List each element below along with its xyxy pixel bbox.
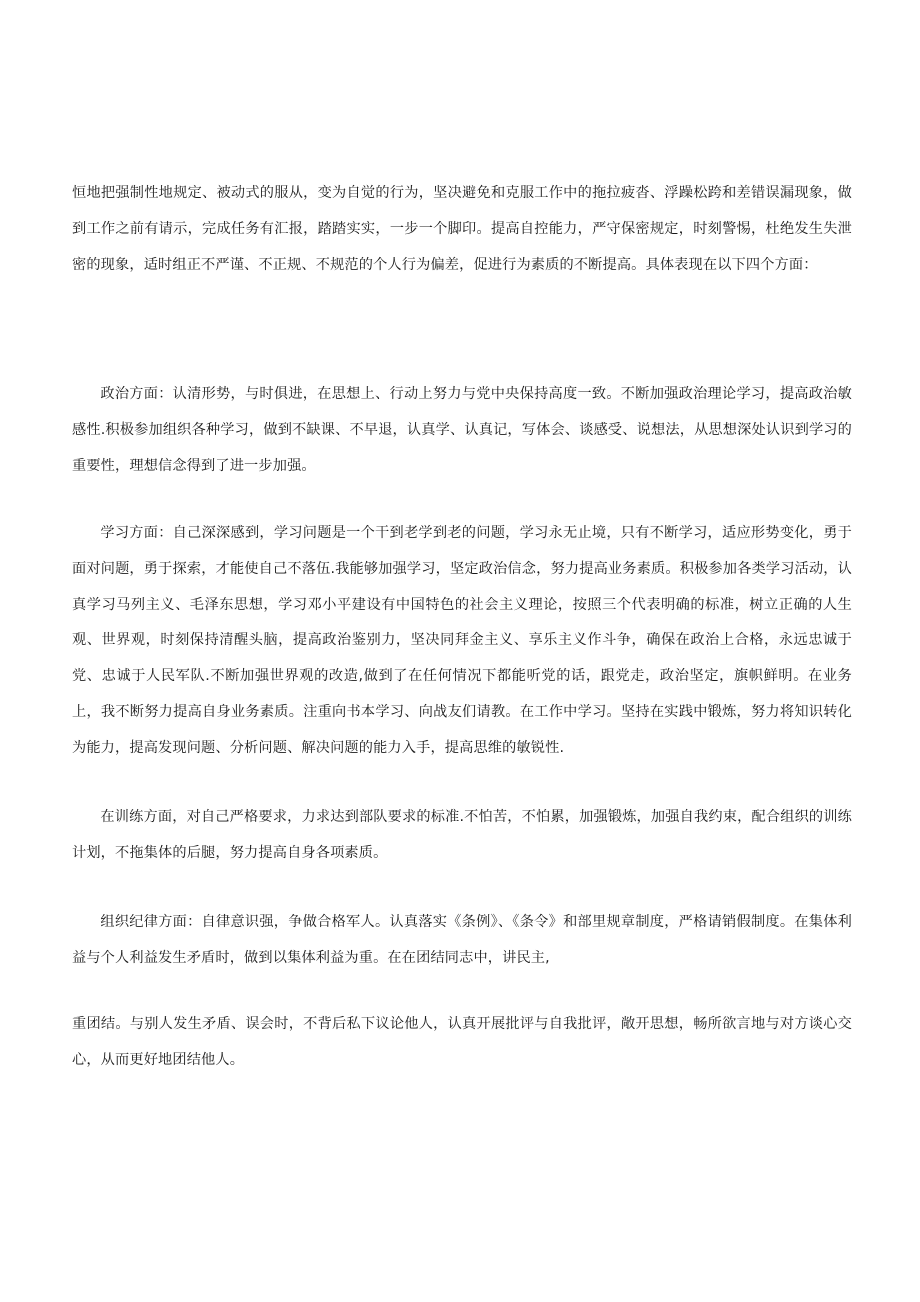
paragraph-intro: 恒地把强制性地规定、被动式的服从，变为自觉的行为，坚决避免和克服工作中的拖拉疲沓、浮躁松跨和差错误漏现象，做到工作之前有请示，完成任务有汇报，踏踏实实，一步一个脚印。提高自控能力，严守保密规定，时刻警惕，杜绝发生失泄密的现象，适时组正不严谨、不正规、不规范的个人行为偏差，促进行为素质的不断提高。具体表现在以下四个方面： [72, 185, 852, 273]
paragraph-training: 在训练方面，对自己严格要求，力求达到部队要求的标准.不怕苦，不怕累，加强锻炼，加强自我约束，配合组织的训练计划，不拖集体的后腿，努力提高自身各项素质。 [72, 809, 852, 861]
paragraph-study: 学习方面：自己深深感到，学习问题是一个干到老学到老的问题，学习永无止境，只有不断学习，适应形势变化，勇于面对问题，勇于探索，才能使自己不落伍.我能够加强学习，坚定政治信念，努力提高业务素质。积极参加各类学习活动，认真学习马列主义、毛泽东思想，学习邓小平建设有中国特色的社会主义理论，按照三个代表明确的标准，树立正确的人生观、世界观，时刻保持清醒头脑，提高政治鉴别力，坚决同拜金主义、享乐主义作斗争，确保在政治上合格，永远忠诚于党、忠诚于人民军队.不断加强世界观的改造,做到了在任何情况下都能听党的话，跟党走，政治坚定，旗帜鲜明。在业务上，我不断努力提高自身业务素质。注重向书本学习、向战友们请教。在工作中学习。坚持在实践中锻炼，努力将知识转化为能力，提高发现问题、分析问题、解决问题的能力入手，提高思维的敏锐性. [72, 525, 852, 756]
paragraph-unity: 重团结。与别人发生矛盾、误会时，不背后私下议论他人，认真开展批评与自我批评，敞开思想，畅所欲言地与对方谈心交心，从而更好地团结他人。 [72, 1016, 852, 1068]
paragraph-discipline: 组织纪律方面：自律意识强，争做合格军人。认真落实《条例》、《条令》和部里规章制度，严格请销假制度。在集体利益与个人利益发生矛盾时，做到以集体利益为重。在在团结同志中，讲民主, [72, 914, 852, 966]
paragraph-politics: 政治方面：认清形势，与时俱进，在思想上、行动上努力与党中央保持高度一致。不断加强政治理论学习，提高政治敏感性.积极参加组织各种学习，做到不缺课、不早退，认真学、认真记，写体会、谈感受、说想法，从思想深处认识到学习的重要性，理想信念得到了进一步加强。 [72, 386, 852, 474]
